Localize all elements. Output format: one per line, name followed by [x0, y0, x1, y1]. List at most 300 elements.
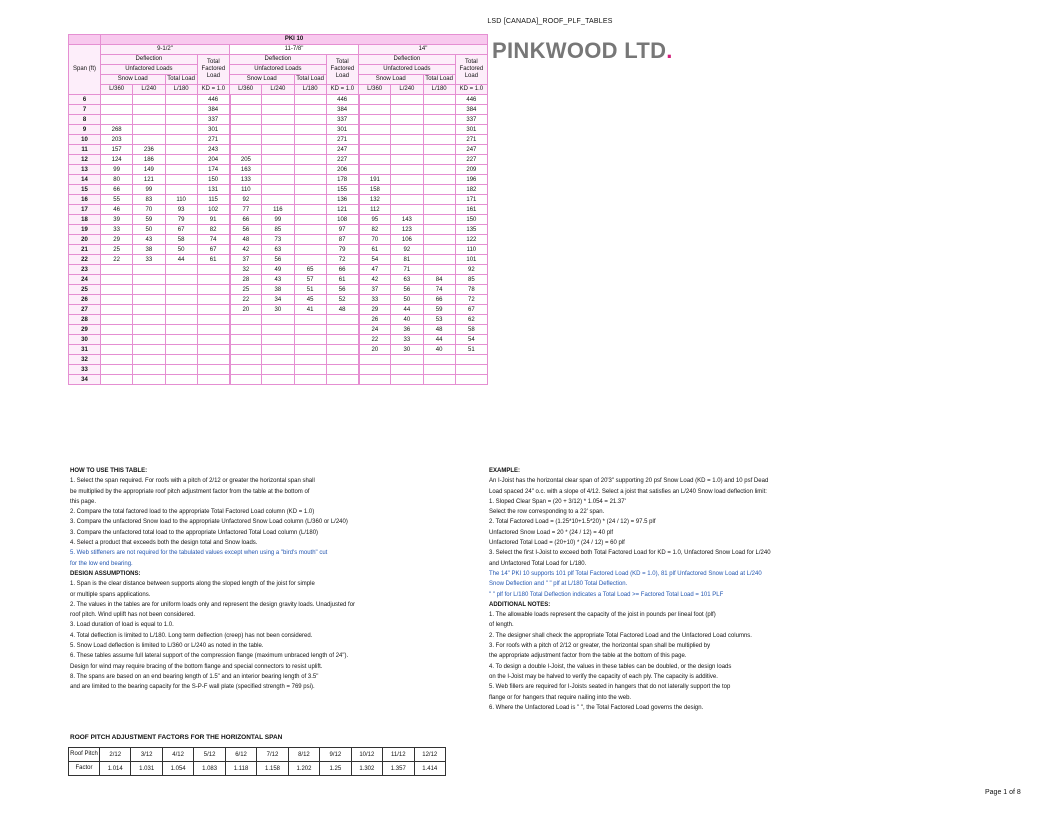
load-cell — [423, 215, 455, 225]
text-line: 1. The allowable loads represent the capacity of the joist in pounds per lineal foot (plf) — [489, 612, 716, 619]
load-cell: 271 — [197, 135, 229, 145]
span-cell: 20 — [69, 235, 101, 245]
load-cell — [262, 165, 294, 175]
load-cell: 25 — [230, 285, 262, 295]
load-cell: 28 — [230, 275, 262, 285]
table-row — [69, 265, 488, 275]
load-cell — [197, 265, 229, 275]
load-cell — [133, 105, 165, 115]
load-cell: 52 — [326, 295, 358, 305]
load-cell — [262, 365, 294, 375]
load-cell: 48 — [423, 325, 455, 335]
table-row — [69, 355, 488, 365]
sub-col: KD = 1.0 — [326, 85, 358, 95]
load-cell — [359, 155, 391, 165]
load-cell: 44 — [391, 305, 423, 315]
load-cell — [230, 315, 262, 325]
span-cell: 26 — [69, 295, 101, 305]
load-cell — [262, 185, 294, 195]
load-cell: 149 — [133, 165, 165, 175]
load-cell — [326, 315, 358, 325]
table-row — [69, 195, 488, 205]
table-row — [69, 295, 488, 305]
load-cell: 54 — [359, 255, 391, 265]
load-cell — [423, 145, 455, 155]
load-cell — [230, 345, 262, 355]
load-cell: 54 — [455, 335, 487, 345]
span-cell: 7 — [69, 105, 101, 115]
load-cell: 271 — [455, 135, 487, 145]
text-line: and are limited to the bearing capacity for the S-P-F wall plate (specified strength = 769 psi). — [70, 684, 315, 691]
load-cell — [101, 275, 133, 285]
load-cell: 53 — [423, 315, 455, 325]
load-cell: 206 — [326, 165, 358, 175]
load-cell — [423, 165, 455, 175]
load-cell — [262, 355, 294, 365]
table-row — [69, 135, 488, 145]
load-cell — [101, 105, 133, 115]
pitch-cell: 11/12 — [383, 748, 414, 762]
load-cell — [294, 235, 326, 245]
load-cell — [423, 115, 455, 125]
load-cell — [423, 205, 455, 215]
load-cell — [326, 325, 358, 335]
load-cell — [197, 275, 229, 285]
load-cell — [326, 335, 358, 345]
load-cell: 38 — [262, 285, 294, 295]
table-row — [69, 215, 488, 225]
load-cell: 85 — [455, 275, 487, 285]
text-line: 5. Snow Load deflection is limited to L/360 or L/240 as noted in the table. — [70, 643, 264, 650]
load-cell — [294, 125, 326, 135]
load-cell: 67 — [197, 245, 229, 255]
factor-cell: 1.083 — [194, 762, 225, 776]
load-cell — [391, 375, 423, 385]
assumptions-lines — [70, 579, 470, 692]
table-row — [69, 165, 488, 175]
load-cell — [294, 145, 326, 155]
table-row — [69, 305, 488, 315]
load-cell: 48 — [230, 235, 262, 245]
load-cell: 247 — [326, 145, 358, 155]
load-cell: 61 — [326, 275, 358, 285]
assumptions-heading: DESIGN ASSUMPTIONS: — [70, 570, 141, 577]
load-cell — [101, 325, 133, 335]
text-line: this page. — [70, 498, 97, 505]
factor-cell: 1.054 — [162, 762, 193, 776]
load-cell: 301 — [326, 125, 358, 135]
load-cell: 51 — [455, 345, 487, 355]
load-cell — [262, 325, 294, 335]
factor-cell: 1.357 — [383, 762, 414, 776]
load-cell: 106 — [391, 235, 423, 245]
load-cell: 135 — [455, 225, 487, 235]
text-line: flange or for hangers that require nailing into the web. — [489, 694, 632, 701]
load-cell — [294, 165, 326, 175]
factor-cell: 1.158 — [257, 762, 288, 776]
load-cell: 59 — [423, 305, 455, 315]
load-cell — [133, 285, 165, 295]
span-cell: 19 — [69, 225, 101, 235]
load-cell: 110 — [455, 245, 487, 255]
text-line: the appropriate adjustment factor from the table at the bottom of this page. — [489, 653, 687, 660]
load-cell — [391, 115, 423, 125]
table-row — [69, 155, 488, 165]
load-cell — [165, 155, 197, 165]
load-cell — [230, 375, 262, 385]
text-line: Unfactored Snow Load = 20 * (24 / 12) = 40 plf — [489, 529, 614, 536]
pitch-cell: 2/12 — [100, 748, 131, 762]
text-line: 3. Compare the unfactored Snow load to the appropriate Unfactored Snow Load column (L/360 or L/240) — [70, 519, 348, 526]
span-cell: 22 — [69, 255, 101, 265]
load-cell: 30 — [262, 305, 294, 315]
load-cell: 56 — [262, 255, 294, 265]
load-cell — [294, 195, 326, 205]
load-cell: 36 — [391, 325, 423, 335]
load-cell — [455, 375, 487, 385]
load-cell: 67 — [165, 225, 197, 235]
pitch-cell: 12/12 — [414, 748, 445, 762]
load-cell: 57 — [294, 275, 326, 285]
load-cell: 56 — [326, 285, 358, 295]
load-cell: 51 — [294, 285, 326, 295]
load-cell: 79 — [165, 215, 197, 225]
load-cell — [101, 355, 133, 365]
load-cell — [230, 115, 262, 125]
example-blue-lines — [489, 569, 929, 600]
load-cell: 301 — [197, 125, 229, 135]
load-cell — [294, 215, 326, 225]
load-cell — [165, 95, 197, 105]
load-cell — [294, 185, 326, 195]
load-cell — [165, 355, 197, 365]
load-cell — [133, 365, 165, 375]
load-cell: 337 — [197, 115, 229, 125]
load-cell — [165, 335, 197, 345]
load-cell — [133, 275, 165, 285]
text-line: Load spaced 24" o.c. with a slope of 4/12. Select a joist that satisfies an L/240 Snow load deflection limit: — [489, 488, 767, 495]
load-cell — [165, 115, 197, 125]
span-cell: 30 — [69, 335, 101, 345]
load-cell: 20 — [230, 305, 262, 315]
load-cell — [165, 125, 197, 135]
load-cell — [294, 325, 326, 335]
depth-header-1: 9-1/2" — [101, 45, 230, 55]
load-cell — [294, 115, 326, 125]
load-cell — [230, 335, 262, 345]
load-cell — [262, 105, 294, 115]
load-cell: 95 — [359, 215, 391, 225]
load-cell: 205 — [230, 155, 262, 165]
load-cell: 66 — [423, 295, 455, 305]
text-line: Select the row corresponding to a 22' span. — [489, 509, 605, 516]
load-cell: 40 — [423, 345, 455, 355]
how-to-heading: HOW TO USE THIS TABLE: — [70, 468, 148, 474]
text-line: 3. Select the first I-Joist to exceed both Total Factored Load for KD = 1.0, Unfactored Snow Load for L/240 — [489, 550, 771, 557]
load-cell: 133 — [230, 175, 262, 185]
pitch-table-title: ROOF PITCH ADJUSTMENT FACTORS FOR THE HORIZONTAL SPAN — [70, 734, 283, 741]
load-cell — [197, 295, 229, 305]
load-cell — [165, 365, 197, 375]
load-cell — [262, 375, 294, 385]
right-notes — [489, 466, 929, 713]
load-cell: 61 — [197, 255, 229, 265]
load-cell — [133, 135, 165, 145]
table-header-blank — [69, 35, 101, 45]
factor-row-label: Factor — [69, 762, 100, 776]
span-cell: 10 — [69, 135, 101, 145]
series-title: PKI 10 — [101, 35, 488, 45]
load-cell: 71 — [391, 265, 423, 275]
table-row — [69, 235, 488, 245]
text-line: 3. For roofs with a pitch of 2/12 or greater, the horizontal span shall be multiplied by — [489, 643, 711, 650]
text-line: 2. Compare the total factored load to the appropriate Total Factored Load column (KD = 1.0) — [70, 509, 315, 516]
load-cell — [165, 135, 197, 145]
table-row — [69, 115, 488, 125]
snow-load-header-3: Snow Load — [359, 75, 424, 85]
load-cell: 155 — [326, 185, 358, 195]
load-cell: 63 — [391, 275, 423, 285]
load-cell: 227 — [326, 155, 358, 165]
load-cell: 92 — [391, 245, 423, 255]
load-cell — [101, 95, 133, 105]
load-cell: 72 — [455, 295, 487, 305]
factor-cell: 1.014 — [100, 762, 131, 776]
load-cell: 209 — [455, 165, 487, 175]
sub-col: L/360 — [359, 85, 391, 95]
load-cell: 77 — [230, 205, 262, 215]
table-row — [69, 285, 488, 295]
load-cell — [359, 135, 391, 145]
load-cell: 42 — [230, 245, 262, 255]
deflection-header-3: Deflection — [359, 55, 456, 65]
span-header: Span (ft) — [69, 45, 101, 95]
load-cell: 136 — [326, 195, 358, 205]
total-load-header-1: Total Load — [165, 75, 197, 85]
load-cell — [294, 375, 326, 385]
load-cell — [359, 145, 391, 155]
load-cell — [391, 105, 423, 115]
factor-cell: 1.302 — [351, 762, 382, 776]
pitch-cell: 10/12 — [351, 748, 382, 762]
load-cell: 150 — [197, 175, 229, 185]
load-cell: 58 — [455, 325, 487, 335]
load-cell: 204 — [197, 155, 229, 165]
load-cell — [101, 265, 133, 275]
table-row — [69, 125, 488, 135]
load-cell: 236 — [133, 145, 165, 155]
span-cell: 15 — [69, 185, 101, 195]
text-line: 6. These tables assume full lateral support of the compression flange (maximum unbraced length of 24"). — [70, 653, 349, 660]
load-cell: 110 — [230, 185, 262, 195]
load-cell — [294, 345, 326, 355]
span-cell: 18 — [69, 215, 101, 225]
text-line: 2. Total Factored Load = (1.25*10+1.5*20) * (24 / 12) = 97.5 plf — [489, 519, 656, 526]
total-load-header-3: Total Load — [423, 75, 455, 85]
load-cell — [423, 195, 455, 205]
load-cell — [262, 135, 294, 145]
span-cell: 16 — [69, 195, 101, 205]
load-cell — [230, 105, 262, 115]
load-cell: 446 — [326, 95, 358, 105]
load-cell — [391, 185, 423, 195]
load-cell: 110 — [165, 195, 197, 205]
load-cell — [455, 365, 487, 375]
load-cell: 55 — [101, 195, 133, 205]
load-cell: 70 — [133, 205, 165, 215]
load-cell — [294, 175, 326, 185]
load-cell — [133, 265, 165, 275]
load-cell: 67 — [455, 305, 487, 315]
text-line: on the I-Joist may be halved to verify the capacity of each ply. The capacity is additive. — [489, 673, 718, 680]
text-line: 3. Compare the unfactored total load to the appropriate Unfactored Total Load column (L/180) — [70, 529, 319, 536]
load-cell — [391, 145, 423, 155]
load-cell — [262, 175, 294, 185]
text-line: 8. The spans are based on an end bearing length of 1.5" and an interior bearing length of 3.5" — [70, 673, 319, 680]
load-cell: 43 — [262, 275, 294, 285]
load-cell: 32 — [230, 265, 262, 275]
load-cell: 82 — [359, 225, 391, 235]
load-cell: 66 — [230, 215, 262, 225]
depth-header-2: 11-7/8" — [230, 45, 359, 55]
total-factored-header-3: Total Factored Load — [455, 55, 487, 85]
text-line: 2. The values in the tables are for uniform loads only and represent the design gravity loads. Unadjusted for — [70, 601, 356, 608]
load-cell — [165, 325, 197, 335]
text-line: and Unfactored Total Load for L/180. — [489, 560, 587, 567]
load-cell: 91 — [197, 215, 229, 225]
span-cell: 33 — [69, 365, 101, 375]
load-cell — [294, 205, 326, 215]
load-cell — [294, 315, 326, 325]
load-cell: 203 — [101, 135, 133, 145]
table-row — [69, 205, 488, 215]
span-cell: 17 — [69, 205, 101, 215]
load-cell — [133, 115, 165, 125]
load-cell — [423, 365, 455, 375]
deflection-header-1: Deflection — [101, 55, 198, 65]
load-cell — [165, 295, 197, 305]
load-cell — [423, 265, 455, 275]
load-cell — [165, 375, 197, 385]
load-cell: 163 — [230, 165, 262, 175]
load-cell — [101, 295, 133, 305]
load-cell — [359, 375, 391, 385]
span-cell: 11 — [69, 145, 101, 155]
load-cell: 186 — [133, 155, 165, 165]
load-cell — [230, 95, 262, 105]
load-cell: 82 — [197, 225, 229, 235]
span-cell: 24 — [69, 275, 101, 285]
load-cell: 182 — [455, 185, 487, 195]
load-cell — [230, 145, 262, 155]
pitch-row-label: Roof Pitch — [69, 748, 100, 762]
load-cell — [165, 175, 197, 185]
load-cell: 41 — [294, 305, 326, 315]
load-cell: 101 — [455, 255, 487, 265]
load-cell — [230, 125, 262, 135]
factor-cell: 1.118 — [225, 762, 256, 776]
load-cell: 22 — [230, 295, 262, 305]
load-cell — [359, 115, 391, 125]
load-cell: 46 — [101, 205, 133, 215]
sub-col: L/360 — [101, 85, 133, 95]
load-cell: 87 — [326, 235, 358, 245]
load-cell: 78 — [455, 285, 487, 295]
load-cell — [133, 305, 165, 315]
load-cell: 191 — [359, 175, 391, 185]
load-cell — [133, 375, 165, 385]
load-cell: 58 — [165, 235, 197, 245]
load-cell: 25 — [101, 245, 133, 255]
load-cell: 30 — [391, 345, 423, 355]
load-cell: 39 — [101, 215, 133, 225]
table-row — [69, 275, 488, 285]
load-cell — [423, 175, 455, 185]
load-cell: 37 — [359, 285, 391, 295]
load-cell: 38 — [133, 245, 165, 255]
load-cell — [197, 365, 229, 375]
load-cell: 271 — [326, 135, 358, 145]
load-cell — [423, 185, 455, 195]
load-cell — [101, 335, 133, 345]
load-cell: 20 — [359, 345, 391, 355]
load-cell — [262, 335, 294, 345]
load-cell — [133, 315, 165, 325]
table-row — [69, 365, 488, 375]
load-cell: 33 — [359, 295, 391, 305]
load-cell: 446 — [455, 95, 487, 105]
plf-table-body — [69, 95, 488, 385]
load-cell: 33 — [101, 225, 133, 235]
load-cell — [262, 195, 294, 205]
load-cell — [230, 325, 262, 335]
text-line: An I-Joist has the horizontal clear span of 20'3" supporting 20 psf Snow Load (KD = 1.0) and 10 psf Dead — [489, 478, 769, 485]
load-cell: 81 — [391, 255, 423, 265]
load-cell — [326, 375, 358, 385]
load-cell — [133, 355, 165, 365]
load-cell: 44 — [423, 335, 455, 345]
load-cell — [391, 355, 423, 365]
load-cell: 85 — [262, 225, 294, 235]
text-line: The 14" PKI 10 supports 101 plf Total Factored Load (KD = 1.0), 81 plf Unfactored Snow Load at L/240 — [489, 570, 762, 577]
pitch-cell: 6/12 — [225, 748, 256, 762]
table-row — [69, 145, 488, 155]
sub-col: L/180 — [423, 85, 455, 95]
span-cell: 6 — [69, 95, 101, 105]
text-line: 4. Total deflection is limited to L/180. Long term deflection (creep) has not been considered. — [70, 632, 313, 639]
text-line: 4. Select a product that exceeds both the design total and Snow loads. — [70, 540, 258, 547]
sub-col: L/240 — [391, 85, 423, 95]
load-cell: 24 — [359, 325, 391, 335]
text-line: 5. Web fillers are required for I-Joists seated in hangers that do not laterally support the top — [489, 684, 731, 691]
load-cell: 83 — [133, 195, 165, 205]
how-to-blue-lines — [70, 548, 470, 569]
load-cell: 79 — [326, 245, 358, 255]
load-cell: 99 — [262, 215, 294, 225]
load-cell — [359, 365, 391, 375]
table-row — [69, 95, 488, 105]
table-row — [69, 185, 488, 195]
load-cell — [294, 365, 326, 375]
load-cell — [133, 95, 165, 105]
load-cell — [294, 245, 326, 255]
load-cell — [165, 285, 197, 295]
unfactored-header-1: Unfactored Loads — [101, 65, 198, 75]
span-cell: 8 — [69, 115, 101, 125]
load-cell — [165, 275, 197, 285]
span-cell: 25 — [69, 285, 101, 295]
table-row — [69, 375, 488, 385]
